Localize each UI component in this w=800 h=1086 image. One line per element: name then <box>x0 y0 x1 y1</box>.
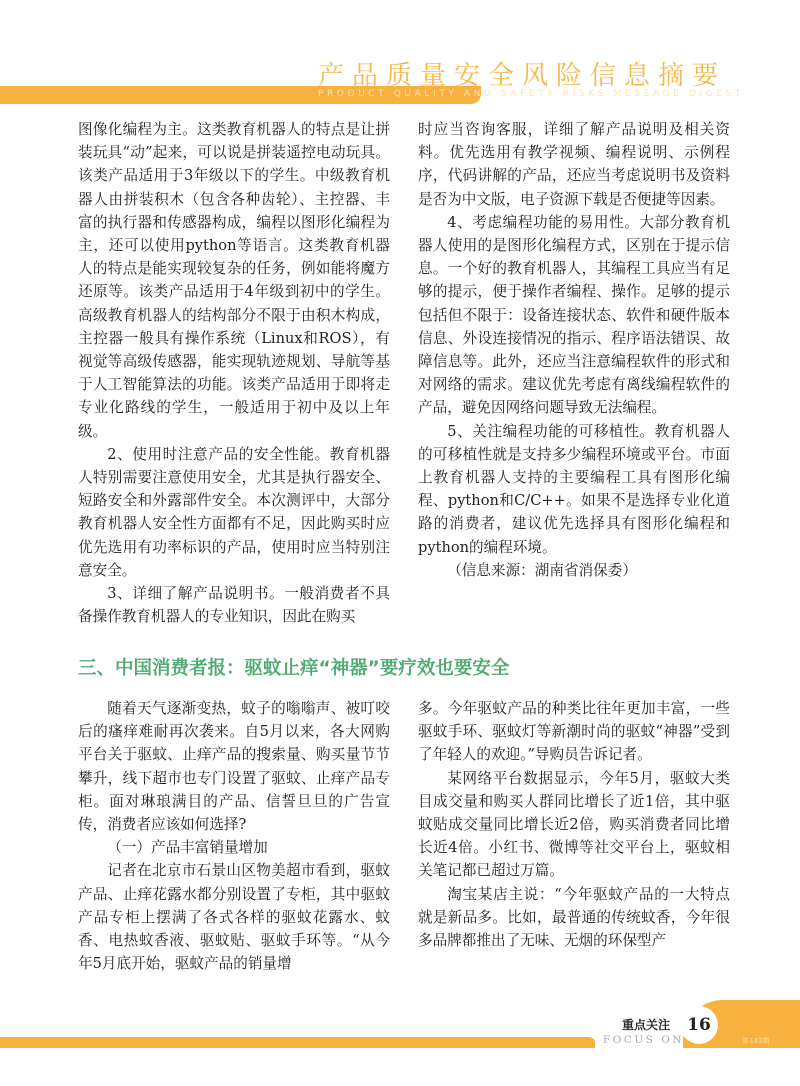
section-title: 三、中国消费者报：驱蚊止痒“神器”要疗效也要安全 <box>78 658 510 679</box>
header-subtitle: PRODUCT QUALITY AND SAFETY RISKS MESSAGE DIGEST <box>318 89 745 99</box>
paragraph: 2、使用时注意产品的安全性能。教育机器人特别需要注意使用安全，尤其是执行器安全、短路安全和外露部件安全。本次测评中，大部分教育机器人安全性方面都有不足，因此购买时应优先选用有功率标识的产品，使用时应当特别注意安全。 <box>78 445 390 579</box>
article2-column-left <box>78 697 390 975</box>
paragraph: 记者在北京市石景山区物美超市看到，驱蚊产品、止痒花露水都分别设置了专柜，其中驱蚊产品专柜上摆满了各式各样的驱蚊花露水、蚊香、电热蚊香液、驱蚊贴、驱蚊手环等。“从今年5月底开始，驱蚊产品的销量增 <box>78 862 390 973</box>
paragraph: 图像化编程为主。这类教育机器人的特点是让拼装玩具“动”起来，可以说是拼装遥控电动玩具。该类产品适用于3年级以下的学生。中级教育机器人由拼装积木（包含各种齿轮）、主控器、丰富的执行器和传感器构成，编程以图形化编程为主，还可以使用python等语言。这类教育机器人的特点是能实现较复杂的任务，例如能将魔方还原等。该类产品适用于4年级到初中的学生。高级教育机器人的结构部分不限于由积木构成，主控器一般具有操作系统（Linux和ROS），有视觉等高级传感器，能实现轨迹规划、导航等基于人工智能算法的功能。该类产品适用于即将走专业化路线的学生，一般适用于初中及以上年级。 <box>78 121 390 440</box>
article1-column-left <box>78 118 390 628</box>
article1-column-right <box>418 118 730 582</box>
paragraph: 5、关注编程功能的可移植性。教育机器人的可移植性就是支持多少编程环境或平台。市面上教育机器人支持的主要编程工具有图形化编程、python和C/C++。如果不是选择专业化道路的消费者，建议优先选择具有图形化编程和python的编程环境。 <box>418 422 730 556</box>
paragraph: 时应当咨询客服，详细了解产品说明及相关资料。优先选用有教学视频、编程说明、示例程序，代码讲解的产品，还应当考虑说明书及资料是否为中文版，电子资源下载是否便捷等因素。 <box>418 121 730 208</box>
paragraph: 随着天气逐渐变热，蚊子的嗡嗡声、被叮咬后的瘙痒难耐再次袭来。自5月以来，各大网购平台关于驱蚊、止痒产品的搜索量、购买量节节攀升，线下超市也专门设置了驱蚊、止痒产品专柜。面对琳琅满目的产品、信誓旦旦的广告宣传，消费者应该如何选择? <box>78 700 390 834</box>
paragraph: 某网络平台数据显示，今年5月，驱蚊大类目成交量和购买人群同比增长了近1倍，其中驱蚊贴成交量同比增长近2倍，购买消费者同比增长近4倍。小红书、微博等社交平台上，驱蚊相关笔记都已超过万篇。 <box>418 769 730 880</box>
subheading: （一）产品丰富销量增加 <box>107 839 268 857</box>
header-title: 产品质量安全风险信息摘要 <box>318 61 727 91</box>
paragraph: 4、考虑编程功能的易用性。大部分教育机器人使用的是图形化编程方式，区别在于提示信息。一个好的教育机器人，其编程工具应当有足够的提示，便于操作者编程、操作。足够的提示包括但不限于：设备连接状态、软件和硬件版本信息、外设连接情况的指示、程序语法错误、故障信息等。此外，还应当注意编程软件的形式和对网络的需求。建议优先考虑有离线编程软件的产品，避免因网络问题导致无法编程。 <box>418 213 730 417</box>
issue-number: 第143期 <box>742 1037 770 1045</box>
paragraph: 多。今年驱蚊产品的种类比往年更加丰富，一些驱蚊手环、驱蚊灯等新潮时尚的驱蚊“神器”受到了年轻人的欢迎。”导购员告诉记者。 <box>418 700 730 764</box>
page-number: 16 <box>680 1006 718 1044</box>
source-note: （信息来源：湖南省消保委） <box>447 561 637 579</box>
paragraph: 3、详细了解产品说明书。一般消费者不具备操作教育机器人的专业知识，因此在购买 <box>78 585 390 626</box>
article2-column-right <box>418 697 730 952</box>
footer-bar <box>0 1037 595 1048</box>
paragraph: 淘宝某店主说：“今年驱蚊产品的一大特点就是新品多。比如，最普通的传统蚊香，今年很多品牌都推出了无味、无烟的环保型产 <box>418 885 730 950</box>
footer-section-label: 重点关注 <box>622 1018 671 1032</box>
footer-section-subtitle: FOCUS ON <box>603 1034 685 1046</box>
